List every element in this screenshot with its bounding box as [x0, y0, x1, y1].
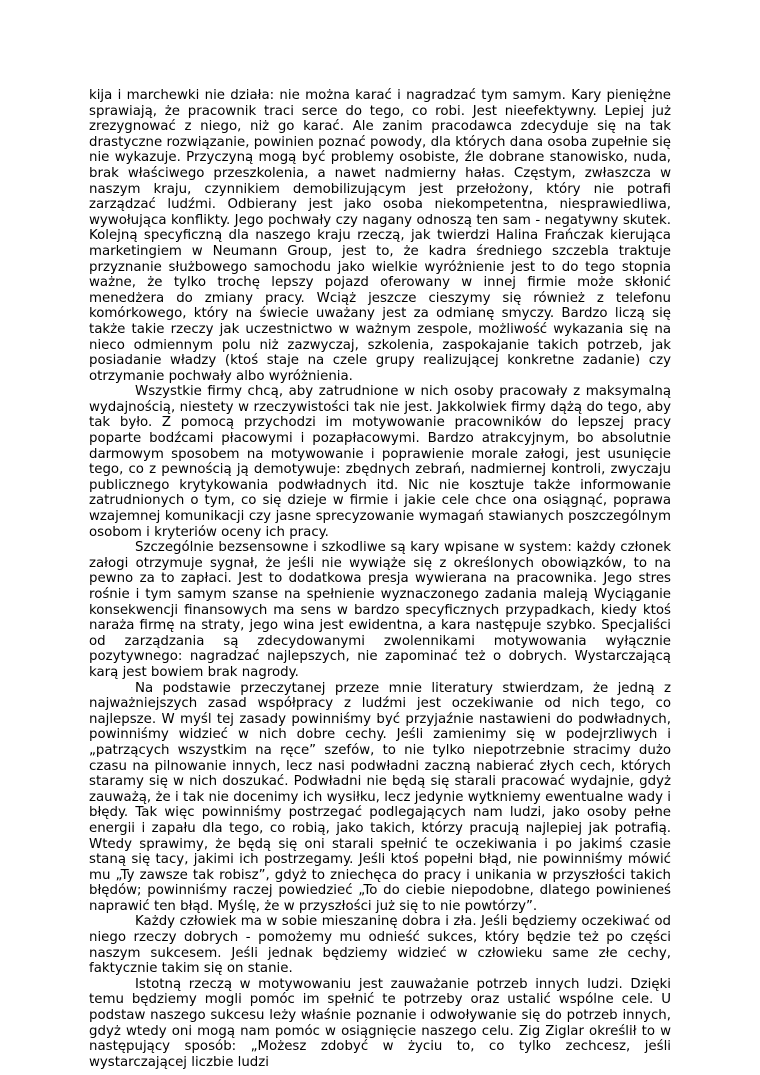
document-page [89, 88, 671, 1070]
paragraph-3: Szczególnie bezsensowne i szkodliwe są kary wpisane w system: każdy członek załogi otrzymuje sygnał, że jeśli nie wywiąże się z określonych obowiązków, to na pewno za to zapłaci. Jest to dodatkowa presja wywierana na pracownika. Jego stres rośnie i tym samym szanse na spełnienie wyznaczonego zadania maleją Wyciąganie konsekwencji finansowych ma sens w bardzo specyficznych przypadkach, kiedy ktoś naraża firmę na straty, jego wina jest ewidentna, a kara następuje szybko. Specjaliści od zarządzania są zdecydowanymi zwolennikami motywowania wyłącznie pozytywnego: nagradzać najlepszych, nie zapominać też o dobrych. Wystarczającą karą jest bowiem brak nagrody. [89, 540, 671, 680]
paragraph-4: Na podstawie przeczytanej przeze mnie literatury stwierdzam, że jedną z najważniejszych zasad współpracy z ludźmi jest oczekiwanie od nich tego, co najlepsze. W myśl tej zasady powinniśmy być przyjaźnie nastawieni do podwładnych, powinniśmy widzieć w nich dobre cechy. Jeśli zamienimy się w podejrzliwych i „patrzących wszystkim na ręce” szefów, to nie tylko niepotrzebnie stracimy dużo czasu na pilnowanie innych, lecz nasi podwładni zaczną nabierać złych cech, których staramy się w nich doszukać. Podwładni nie będą się starali pracować wydajnie, gdyż zauważą, że i tak nie docenimy ich wysiłku, lecz jedynie wytkniemy ewentualne wady i błędy. Tak więc powinniśmy postrzegać podlegających nam ludzi, jako osoby pełne energii i zapału dla tego, co robią, jako takich, którzy pracują najlepiej jak potrafią. Wtedy sprawimy, że będą się oni starali spełnić te oczekiwania i po jakimś czasie staną się tacy, jakimi ich postrzegamy. Jeśli ktoś popełni błąd, nie powinniśmy mówić mu „Ty zawsze tak robisz”, gdyż to zniechęca do pracy i unikania w przyszłości takich błędów; powinniśmy raczej powiedzieć „To do ciebie niepodobne, dlatego powinieneś naprawić ten błąd. Myślę, że w przyszłości już się to nie powtórzy”. [89, 680, 671, 914]
paragraph-5: Każdy człowiek ma w sobie mieszaninę dobra i zła. Jeśli będziemy oczekiwać od niego rzeczy dobrych - pomożemy mu odnieść sukces, który będzie też po części naszym sukcesem. Jeśli jednak będziemy widzieć w człowieku same złe cechy, faktycznie takim się on stanie. [89, 914, 671, 977]
paragraph-1: kija i marchewki nie działa: nie można karać i nagradzać tym samym. Kary pieniężne sprawiają, że pracownik traci serce do tego, co robi. Jest nieefektywny. Lepiej już zrezygnować z niego, niż go karać. Ale zanim pracodawca zdecyduje się na tak drastyczne rozwiązanie, powinien poznać powody, dla których dana osoba zupełnie się nie wykazuje. Przyczyną mogą być problemy osobiste, źle dobrane stanowisko, nuda, brak właściwego przeszkolenia, a nawet nadmierny hałas. Częstym, zwłaszcza w naszym kraju, czynnikiem demobilizującym jest przełożony, który nie potrafi zarządzać ludźmi. Odbierany jest jako osoba niekompetentna, niesprawiedliwa, wywołująca konflikty. Jego pochwały czy nagany odnoszą ten sam - negatywny skutek. Kolejną specyficzną dla naszego kraju rzeczą, jak twierdzi Halina Frańczak kierująca marketingiem w Neumann Group, jest to, że kadra średniego szczebla traktuje przyznanie służbowego samochodu jako wielkie wyróżnienie jest to do tego stopnia ważne, że tylko trochę lepszy pojazd oferowany w innej firmie może skłonić menedżera do zmiany pracy. Wciąż jeszcze cieszymy się również z telefonu komórkowego, który na świecie uważany jest za odmianę smyczy. Bardzo liczą się także takie rzeczy jak uczestnictwo w ważnym zespole, możliwość wykazania się na nieco odmiennym polu niż zazwyczaj, szkolenia, zaspokajanie takich potrzeb, jak posiadanie władzy (ktoś staje na czele grupy realizującej konkretne zadanie) czy otrzymanie pochwały albo wyróżnienia. [89, 88, 671, 384]
paragraph-6: Istotną rzeczą w motywowaniu jest zauważanie potrzeb innych ludzi. Dzięki temu będziemy mogli pomóc im spełnić te potrzeby oraz ustalić wspólne cele. U podstaw naszego sukcesu leży właśnie poznanie i odwoływanie się do potrzeb innych, gdyż wtedy oni mogą nam pomóc w osiągnięcie naszego celu. Zig Ziglar określił to w następujący sposób: „Możesz zdobyć w życiu to, co tylko zechcesz, jeśli wystarczającej liczbie ludzi [89, 976, 671, 1070]
paragraph-2: Wszystkie firmy chcą, aby zatrudnione w nich osoby pracowały z maksymalną wydajnością, niestety w rzeczywistości tak nie jest. Jakkolwiek firmy dążą do tego, aby tak było. Z pomocą przychodzi im motywowanie pracowników do lepszej pracy poparte bodźcami płacowymi i pozapłacowymi. Bardzo atrakcyjnym, bo absolutnie darmowym sposobem na motywowanie i poprawienie morale załogi, jest usunięcie tego, co z pewnością ją demotywuje: zbędnych zebrań, nadmiernej kontroli, zwyczaju publicznego krytykowania podwładnych itd. Nic nie kosztuje także informowanie zatrudnionych o tym, co się dzieje w firmie i jakie cele chce ona osiągnąć, poprawa wzajemnej komunikacji czy jasne sprecyzowanie wymagań stawianych poszczególnym osobom i kryteriów oceny ich pracy. [89, 384, 671, 540]
